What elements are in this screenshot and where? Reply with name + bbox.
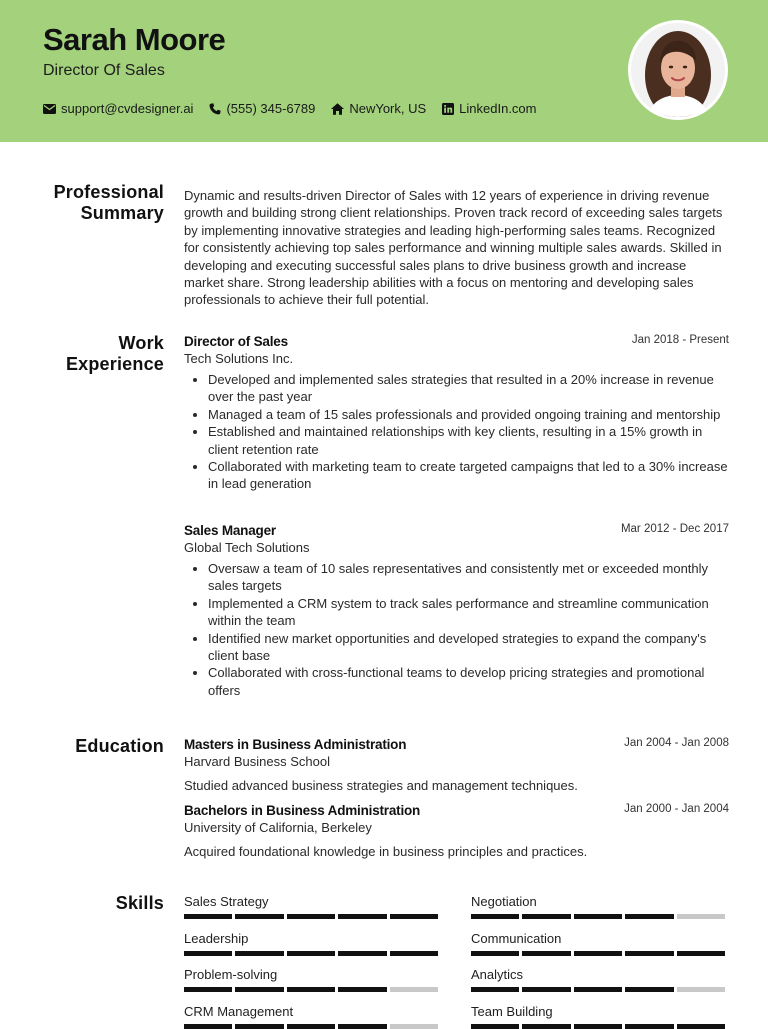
summary-text: Dynamic and results-driven Director of Sales with 12 years of experience in driving revenue growth and building strong client relationships. Proven track record of exceeding sales targets by implementing innovative strategies and leading high-performing sales teams. Recognized for consistently achieving top sales performance and winning multiple sales awards. Skilled in developing and executing successful sales plans to drive business growth and increase market share. Strong leadership abilities with a focus on mentoring and developing sales professionals to achieve their full potential. xyxy=(184,188,723,308)
contact-location[interactable] xyxy=(331,101,426,116)
skill-level-segment-filled xyxy=(184,1024,232,1029)
skill-level-segment-filled xyxy=(184,914,232,919)
skill-item xyxy=(471,931,728,956)
skill-level-segment-empty xyxy=(677,914,725,919)
job-company: Tech Solutions Inc. xyxy=(184,351,294,366)
skill-item xyxy=(184,894,441,919)
skill-name: Analytics xyxy=(471,967,524,982)
skill-level-bar xyxy=(184,951,441,956)
skill-level-segment-filled xyxy=(625,1024,673,1029)
degree-title: Masters in Business Administration xyxy=(184,737,407,752)
skill-level-bar xyxy=(471,987,728,992)
skill-level-bar xyxy=(471,914,728,919)
skill-level-segment-filled xyxy=(287,1024,335,1029)
skill-level-segment-filled xyxy=(677,951,725,956)
skill-level-segment-filled xyxy=(287,914,335,919)
job-bullet: • Implemented a CRM system to track sales performance and streamline communication within the team xyxy=(208,595,729,630)
contact-list xyxy=(43,101,553,116)
skill-level-bar xyxy=(184,1024,441,1029)
contact-linkedin[interactable] xyxy=(442,101,536,116)
job-bullet: • Oversaw a team of 10 sales representatives and consistently met or exceeded monthly sales targets xyxy=(208,560,729,595)
skills-heading: Skills xyxy=(115,893,164,913)
skill-level-bar xyxy=(184,914,441,919)
skill-level-segment-filled xyxy=(287,987,335,992)
skill-name: Problem-solving xyxy=(184,967,278,982)
skill-level-segment-empty xyxy=(677,987,725,992)
job-bullet: • Collaborated with marketing team to create targeted campaigns that led to a 30% increase in lead generation xyxy=(208,458,729,493)
skill-level-segment-filled xyxy=(338,914,386,919)
contact-linkedin-text: LinkedIn.com xyxy=(459,101,537,116)
avatar xyxy=(628,20,728,120)
skill-level-segment-filled xyxy=(235,987,283,992)
skill-level-segment-filled xyxy=(471,1024,519,1029)
job-bullet: • Managed a team of 15 sales professionals and provided ongoing training and mentorship xyxy=(208,406,729,423)
education-item xyxy=(184,803,729,859)
education-entry-2 xyxy=(184,803,729,859)
skill-level-segment-filled xyxy=(522,1024,570,1029)
skill-level-segment-filled xyxy=(522,914,570,919)
education-entry xyxy=(184,737,729,793)
profile-photo xyxy=(631,23,725,117)
skill-item xyxy=(184,1004,441,1029)
skill-level-segment-filled xyxy=(625,914,673,919)
skill-level-segment-filled xyxy=(574,987,622,992)
job-title: Director of Sales xyxy=(184,334,288,349)
contact-phone-text: (555) 345-6789 xyxy=(226,101,316,116)
skill-item xyxy=(471,894,728,919)
school-name: Harvard Business School xyxy=(184,754,330,769)
phone-icon xyxy=(209,103,221,115)
job-bullets xyxy=(184,560,729,699)
job-dates: Mar 2012 - Dec 2017 xyxy=(620,523,729,535)
job-title: Sales Manager xyxy=(184,523,276,538)
skill-level-segment-filled xyxy=(338,1024,386,1029)
skill-name: Negotiation xyxy=(471,894,537,909)
skill-level-segment-filled xyxy=(184,951,232,956)
skill-level-segment-filled xyxy=(625,951,673,956)
skill-item xyxy=(471,967,728,992)
skill-level-segment-filled xyxy=(574,1024,622,1029)
job-bullet: • Established and maintained relationships with key clients, resulting in a 15% growth in client retention rate xyxy=(208,423,729,458)
skill-level-segment-filled xyxy=(471,987,519,992)
experience-list-2 xyxy=(184,523,729,699)
skill-item xyxy=(184,967,441,992)
skill-level-segment-filled xyxy=(677,1024,725,1029)
resume-header xyxy=(0,0,768,142)
skill-level-segment-filled xyxy=(522,951,570,956)
skill-level-segment-filled xyxy=(184,987,232,992)
skill-level-segment-filled xyxy=(471,914,519,919)
summary-heading-line2: Summary xyxy=(80,203,164,223)
skill-level-segment-filled xyxy=(471,951,519,956)
contact-location-text: NewYork, US xyxy=(349,101,427,116)
skill-level-segment-filled xyxy=(574,914,622,919)
skill-level-segment-filled xyxy=(390,951,438,956)
home-icon xyxy=(331,103,344,115)
experience-heading xyxy=(14,333,164,375)
experience-heading-line2: Experience xyxy=(65,354,164,374)
skill-name: Communication xyxy=(471,930,562,946)
education-heading: Education xyxy=(75,736,164,756)
skill-level-segment-filled xyxy=(235,1024,283,1029)
skill-level-segment-filled xyxy=(338,987,386,992)
skill-level-segment-filled xyxy=(574,951,622,956)
contact-phone[interactable] xyxy=(209,101,315,116)
skill-level-segment-filled xyxy=(235,951,283,956)
degree-dates: Jan 2004 - Jan 2008 xyxy=(624,737,729,749)
contact-email-text: support@cvdesigner.ai xyxy=(61,101,194,116)
skill-level-segment-filled xyxy=(390,914,438,919)
degree-description: Studied advanced business strategies and management techniques. xyxy=(184,778,578,793)
school-name: University of California, Berkeley xyxy=(184,820,372,835)
job-company: Global Tech Solutions xyxy=(184,540,310,555)
skill-name: Team Building xyxy=(471,1003,553,1019)
job-bullet: • Identified new market opportunities and developed strategies to expand the company's client base xyxy=(208,630,729,665)
candidate-name: Sarah Moore xyxy=(43,22,226,57)
degree-title: Bachelors in Business Administration xyxy=(184,803,421,818)
candidate-title: Director Of Sales xyxy=(43,62,165,79)
skill-level-segment-filled xyxy=(338,951,386,956)
skill-item xyxy=(471,1004,728,1029)
summary-heading-line1: Professional xyxy=(53,182,164,202)
experience-list xyxy=(184,334,729,493)
job-entry xyxy=(184,334,729,493)
experience-heading-line1: Work xyxy=(118,333,164,353)
job-bullet: • Collaborated with cross-functional teams to develop pricing strategies and promotional offers xyxy=(208,664,729,699)
degree-dates: Jan 2000 - Jan 2004 xyxy=(624,803,729,815)
skill-level-segment-empty xyxy=(390,987,438,992)
skill-level-bar xyxy=(471,1024,728,1029)
contact-email[interactable] xyxy=(43,101,193,116)
job-bullets xyxy=(184,371,729,493)
envelope-icon xyxy=(43,104,56,114)
skill-level-segment-filled xyxy=(235,914,283,919)
education-item xyxy=(184,737,729,793)
degree-description: Acquired foundational knowledge in business principles and practices. xyxy=(184,844,588,859)
skill-level-bar xyxy=(184,987,441,992)
skill-level-bar xyxy=(471,951,728,956)
job-bullet: • Developed and implemented sales strategies that resulted in a 20% increase in revenue over the past year xyxy=(208,371,729,406)
job-entry xyxy=(184,523,729,699)
job-dates: Jan 2018 - Present xyxy=(631,334,729,346)
skill-name: CRM Management xyxy=(184,1003,294,1019)
skill-item xyxy=(184,931,441,956)
skill-name: Leadership xyxy=(184,930,249,946)
skill-level-segment-filled xyxy=(625,987,673,992)
skill-name: Sales Strategy xyxy=(184,894,269,909)
skill-level-segment-empty xyxy=(390,1024,438,1029)
skill-level-segment-filled xyxy=(287,951,335,956)
skill-level-segment-filled xyxy=(522,987,570,992)
linkedin-icon xyxy=(442,103,454,115)
summary-heading xyxy=(14,182,164,224)
